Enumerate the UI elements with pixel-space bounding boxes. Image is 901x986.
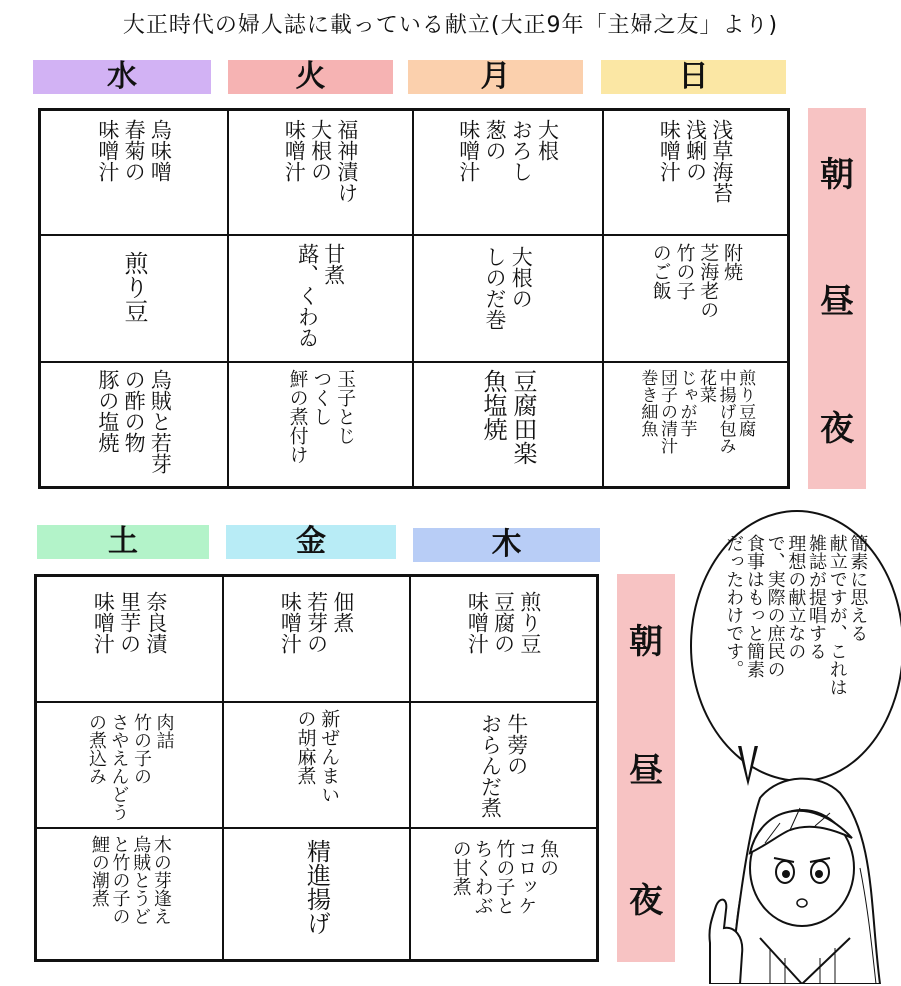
menu-cell: 牛蒡の おらんだ煮 <box>478 713 529 818</box>
narrator-character-illustration <box>690 768 900 984</box>
top-menu-table <box>38 108 790 489</box>
meal-label-breakfast: 朝 <box>820 155 854 195</box>
day-header-sat: 土 <box>37 525 209 559</box>
menu-cell: 烏味噌 春菊の 味噌汁 <box>95 119 173 182</box>
meal-label-breakfast: 朝 <box>629 622 663 663</box>
day-header-fri: 金 <box>226 525 396 559</box>
meal-label-lunch: 昼 <box>820 282 854 322</box>
meal-label-lunch: 昼 <box>629 751 663 792</box>
menu-cell: 奈良漬 里芋の 味噌汁 <box>91 591 168 654</box>
menu-cell: 大根の しのだ巻 <box>483 246 534 330</box>
menu-cell: 魚の コロッケ 竹の子と ちくわぶ の甘煮 <box>449 839 560 915</box>
meal-label-band-bottom <box>617 574 675 962</box>
menu-cell: 煎り豆腐 中揚げ包み 花菜 じゃが芋 団子の清汁 巻き細魚 <box>637 369 756 454</box>
day-header-mon: 月 <box>408 60 583 94</box>
speech-bubble-text: 簡素に思える 献立ですが、これは 雑誌が提唱する 理想の献立なの で、実際の庶民の 食事はもっと簡素 だったわけです。 <box>723 534 869 696</box>
menu-cell: 附焼 芝海老の 竹の子 のご飯 <box>649 243 743 319</box>
menu-cell: 浅草海苔 浅蜊の 味噌汁 <box>657 119 734 203</box>
meal-label-dinner: 夜 <box>820 409 854 449</box>
day-header-tue: 火 <box>228 60 393 94</box>
menu-cell: 新ぜんまい の胡麻煮 <box>294 709 341 804</box>
menu-cell: 大根 おろし 葱の 味噌汁 <box>456 119 560 182</box>
menu-cell: 甘煮 蕗、くわゐ <box>295 243 346 348</box>
bottom-menu-table <box>34 574 599 962</box>
menu-cell: 煎り豆 豆腐の 味噌汁 <box>465 591 542 654</box>
menu-cell: 豆腐田楽 魚塩焼 <box>479 369 537 465</box>
menu-cell: 福神漬け 大根の 味噌汁 <box>282 119 359 203</box>
menu-cell: 精進揚げ <box>302 839 331 935</box>
day-header-sun: 日 <box>601 60 786 94</box>
menu-cell: 烏賊と若芽 の酢の物 豚の塩焼 <box>95 369 173 474</box>
menu-cell: 玉子とじ つくし 鮃の煮付け <box>286 369 357 464</box>
menu-cell: 木の芽逢え 烏賊とうど と竹の子の 鯉の潮煮 <box>88 835 172 925</box>
page-title: 大正時代の婦人誌に載っている献立(大正9年「主婦之友」より) <box>122 13 779 38</box>
day-header-wed: 水 <box>33 60 211 94</box>
menu-cell: 煎り豆 <box>120 251 148 323</box>
day-header-thu: 木 <box>413 528 600 562</box>
meal-label-band-top <box>808 108 866 489</box>
menu-cell: 佃煮 若芽の 味噌汁 <box>278 591 355 654</box>
menu-cell: 肉詰 竹の子の さやえんどう の煮込み <box>86 713 175 821</box>
meal-label-dinner: 夜 <box>629 880 663 921</box>
